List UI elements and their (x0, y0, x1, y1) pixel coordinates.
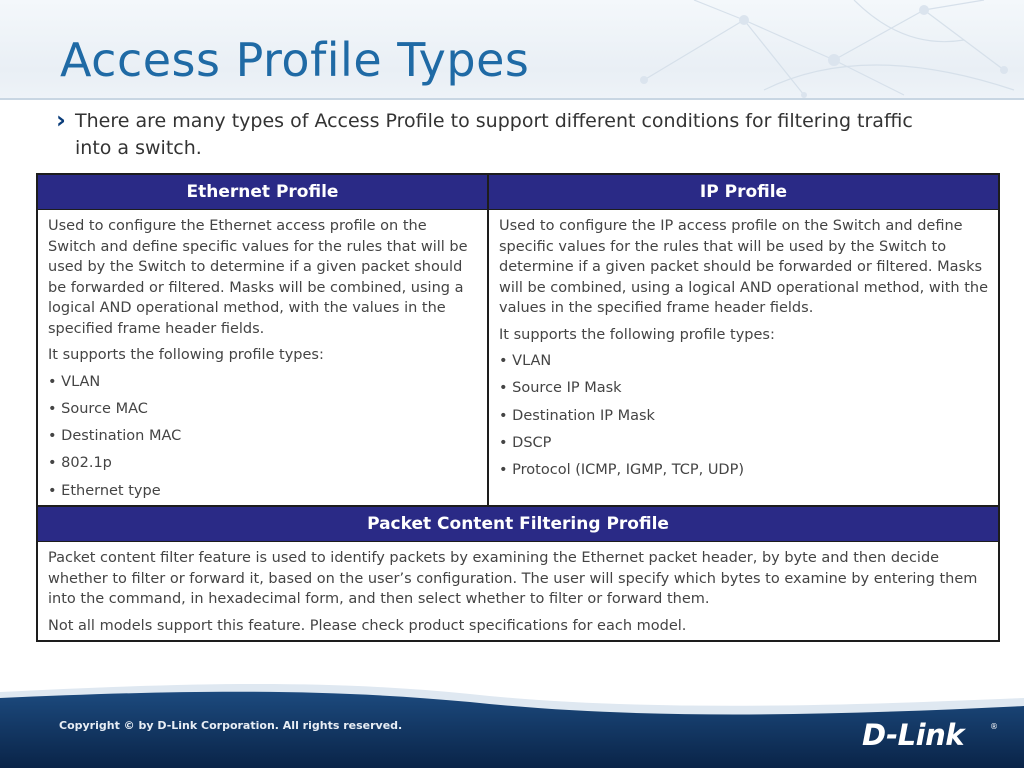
ip-description: Used to configure the IP access profile on the Switch and define specific values for the rules that will be used by the Switch to determine if a given packet should be forwarded or filtered. Masks will be combined, using a logical AND operational method, with the values in the specified frame header fields. (499, 218, 988, 316)
table-header-row (37, 174, 999, 210)
list-item: • Ethernet type (48, 482, 161, 499)
ethernet-profile-cell (37, 210, 488, 507)
list-item: • VLAN (499, 353, 552, 369)
packet-content-header-row (37, 506, 999, 542)
network-pattern-graphic (604, 0, 1024, 100)
list-item: • Destination MAC (48, 428, 182, 445)
packet-content-cell (37, 542, 999, 642)
list-item: • Source MAC (48, 400, 148, 417)
ip-type-list (499, 351, 990, 481)
packet-content-description: Packet content filter feature is used to identify packets by examining the Ethernet packet header, by byte and then decide whether to filter or forward it, based on the user’s configuration. The user will specify which bytes to examine by entering them into the command, in hexadecimal form, and then select whether to filter or forward them. (48, 550, 978, 608)
packet-content-header: Packet Content Filtering Profile (37, 506, 999, 542)
chevron-right-icon: › (56, 106, 66, 134)
copyright-text: Copyright © by D-Link Corporation. All rights reserved. (59, 719, 403, 732)
intro-text: There are many types of Access Profile to support different conditions for filtering traffic into a switch. (75, 110, 913, 159)
table-row (37, 210, 999, 507)
header-divider (0, 98, 1024, 100)
ethernet-supports-text: It supports the following profile types: (48, 347, 324, 363)
ip-profile-header: IP Profile (488, 174, 999, 210)
ethernet-profile-header: Ethernet Profile (37, 174, 488, 210)
dlink-logo: D-Link (862, 718, 964, 752)
list-item: • 802.1p (48, 455, 112, 472)
ip-supports-text: It supports the following profile types: (499, 326, 775, 343)
ip-profile-cell (488, 210, 999, 507)
access-profile-table (36, 173, 1000, 642)
list-item: • DSCP (499, 434, 552, 451)
ethernet-description: Used to configure the Ethernet access profile on the Switch and define specific values for the rules that will be used by the Switch to determine if a given packet should be forwarded or filtered. Masks will be combined, using a logical AND operational method, with the values in the specified frame header fields. (48, 218, 468, 337)
ethernet-type-list (48, 372, 479, 502)
list-item: • Source IP Mask (499, 380, 622, 397)
list-item: • VLAN (48, 373, 101, 390)
registered-mark: ® (990, 722, 998, 731)
packet-content-note: Not all models support this feature. Please check product specifications for each model. (48, 617, 687, 634)
list-item: • Protocol (ICMP, IGMP, TCP, UDP) (499, 462, 744, 479)
list-item: • Destination IP Mask (499, 407, 655, 424)
table-row (37, 542, 999, 642)
page-title: Access Profile Types (60, 33, 530, 87)
